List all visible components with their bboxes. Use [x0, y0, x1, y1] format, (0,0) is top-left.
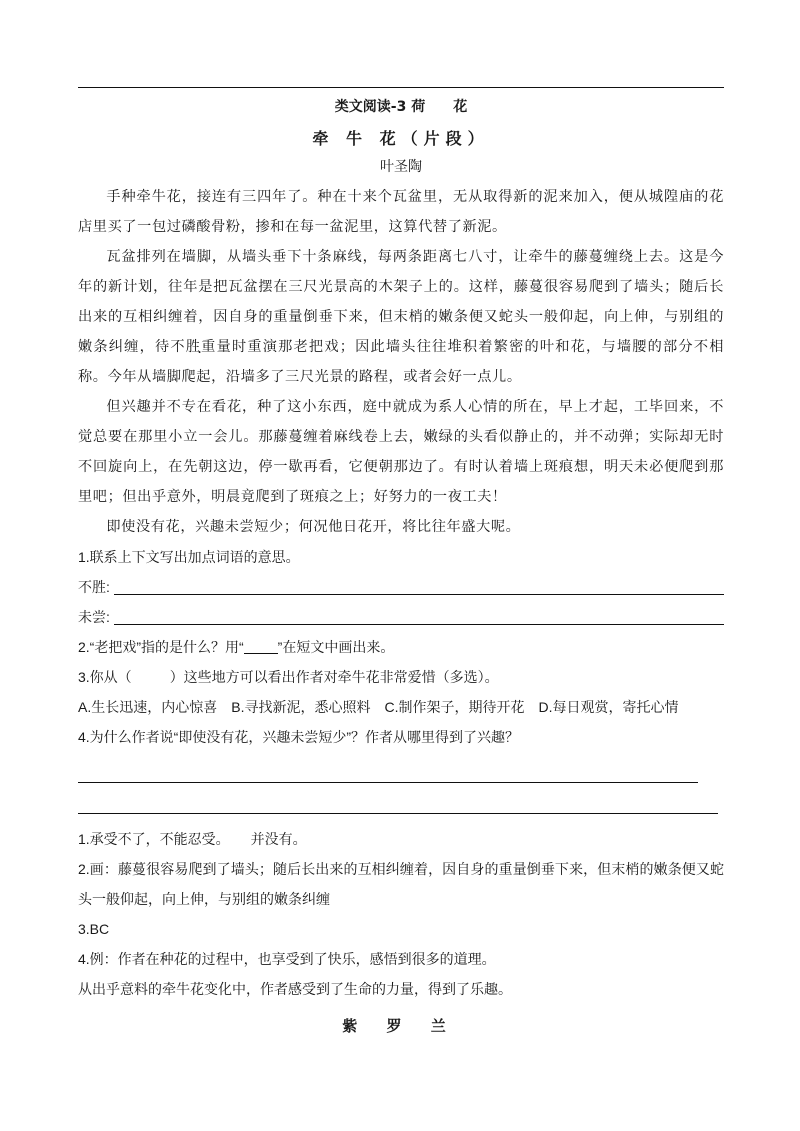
answer-3: 3.BC: [78, 921, 110, 937]
answer-4-continued: 从出乎意料的牵牛花变化中，作者感受到了生命的力量，得到了乐趣。: [78, 981, 512, 997]
q2-text-pre: 2.“老把戏”指的是什么？用“: [78, 639, 244, 655]
question-3-options: A.生长迅速，内心惊喜 B.寻找新泥，悉心照料 C.制作架子，期待开花 D.每日观赏，寄托心情: [78, 699, 679, 715]
q2-underline-sample: [244, 639, 278, 654]
question-2: [78, 632, 724, 662]
question-4: 4.为什么作者说“即使没有花，兴趣未尝短少”？作者从哪里得到了兴趣？: [78, 729, 519, 745]
answer-4: 4.例：作者在种花的过程中，也享受到了快乐，感悟到很多的道理。: [78, 951, 496, 967]
q2-text-post: ”在短文中画出来。: [277, 639, 395, 655]
document-page: [78, 96, 724, 1004]
next-section-title: 紫 罗 兰: [342, 1017, 458, 1035]
paragraph-2-tail: 重量时重演那老把戏；因此墙头往往堆积着繁密的叶和花，与墙腰的部分不相称。今年从墙脚爬起，沿墙多了三尺光景的路程，或者会好一点儿。: [78, 339, 724, 385]
answer-2: 2.画：藤蔓很容易爬到了墙头；随后长出来的互相纠缠着，因自身的重量倒垂下来，但末梢的嫩条便又蛇头一般仰起，向上伸，与别组的嫩条纠缠: [78, 861, 724, 907]
top-rule: [78, 87, 724, 88]
q1-buzheng-label: 不胜:: [78, 579, 110, 595]
passage-paragraph-3: 但兴趣并不专在看花，种了这小东西，庭中就成为系人心情的所在，早上才起，工毕回来，不觉总要在那里小立一会儿。那藤蔓缠着麻线卷上去，嫩绿的头看似静止的，并不动弹；实际却无时不回旋向上，在先朝这边，停一歇再看，它便朝那边了。有时认着墙上斑痕想，明天未必便爬到那里吧；但出乎意外，明晨竟爬到了斑痕之上；好努力的一夜工夫！: [78, 399, 724, 505]
q3-text-pre: 3.你从（: [78, 669, 132, 685]
section-heading: 类文阅读-3 荷 花: [334, 99, 468, 115]
dotted-word-buzheng: 不胜: [170, 339, 202, 355]
question-3: [78, 662, 724, 692]
passage-author: 叶圣陶: [380, 159, 422, 175]
question-1: 1.联系上下文写出加点词语的意思。: [78, 549, 300, 565]
q1-buzheng-row: [78, 572, 724, 602]
q1-buzheng-answer-line[interactable]: [114, 574, 724, 595]
q1-weichang-row: [78, 602, 724, 632]
answer-1: 1.承受不了，不能忍受。 并没有。: [78, 831, 307, 847]
passage-paragraph-2: [78, 242, 724, 392]
q3-text-post: ）这些地方可以看出作者对牵牛花非常爱惜（多选）。: [169, 669, 499, 685]
q1-weichang-answer-line[interactable]: [114, 604, 724, 625]
passage-title: 牵 牛 花（片段）: [312, 129, 490, 148]
q1-weichang-label: 未尝:: [78, 609, 110, 625]
passage-paragraph-1: 手种牵牛花，接连有三四年了。种在十来个瓦盆里，无从取得新的泥来加入，便从城隍庙的花店里买了一包过磷酸骨粉，掺和在每一盆泥里，这算代替了新泥。: [78, 189, 724, 235]
passage-paragraph-4: 即使没有花，兴趣未尝短少；何况他日花开，将比往年盛大呢。: [106, 519, 521, 535]
paragraph-2-head: 瓦盆排列在墙脚，从墙头垂下十条麻线，每两条距离七八寸，让牵牛的藤蔓缠绕上去。这是今年的新计划，往年是把瓦盆摆在三尺光景高的木架子上的。这样，藤蔓很容易爬到了墙头；随后长出来的互相纠缠着，因自身的重量倒垂下来，但末梢的嫩条便又蛇头一般仰起，向上伸，与别组的嫩条纠缠，待: [78, 249, 724, 355]
